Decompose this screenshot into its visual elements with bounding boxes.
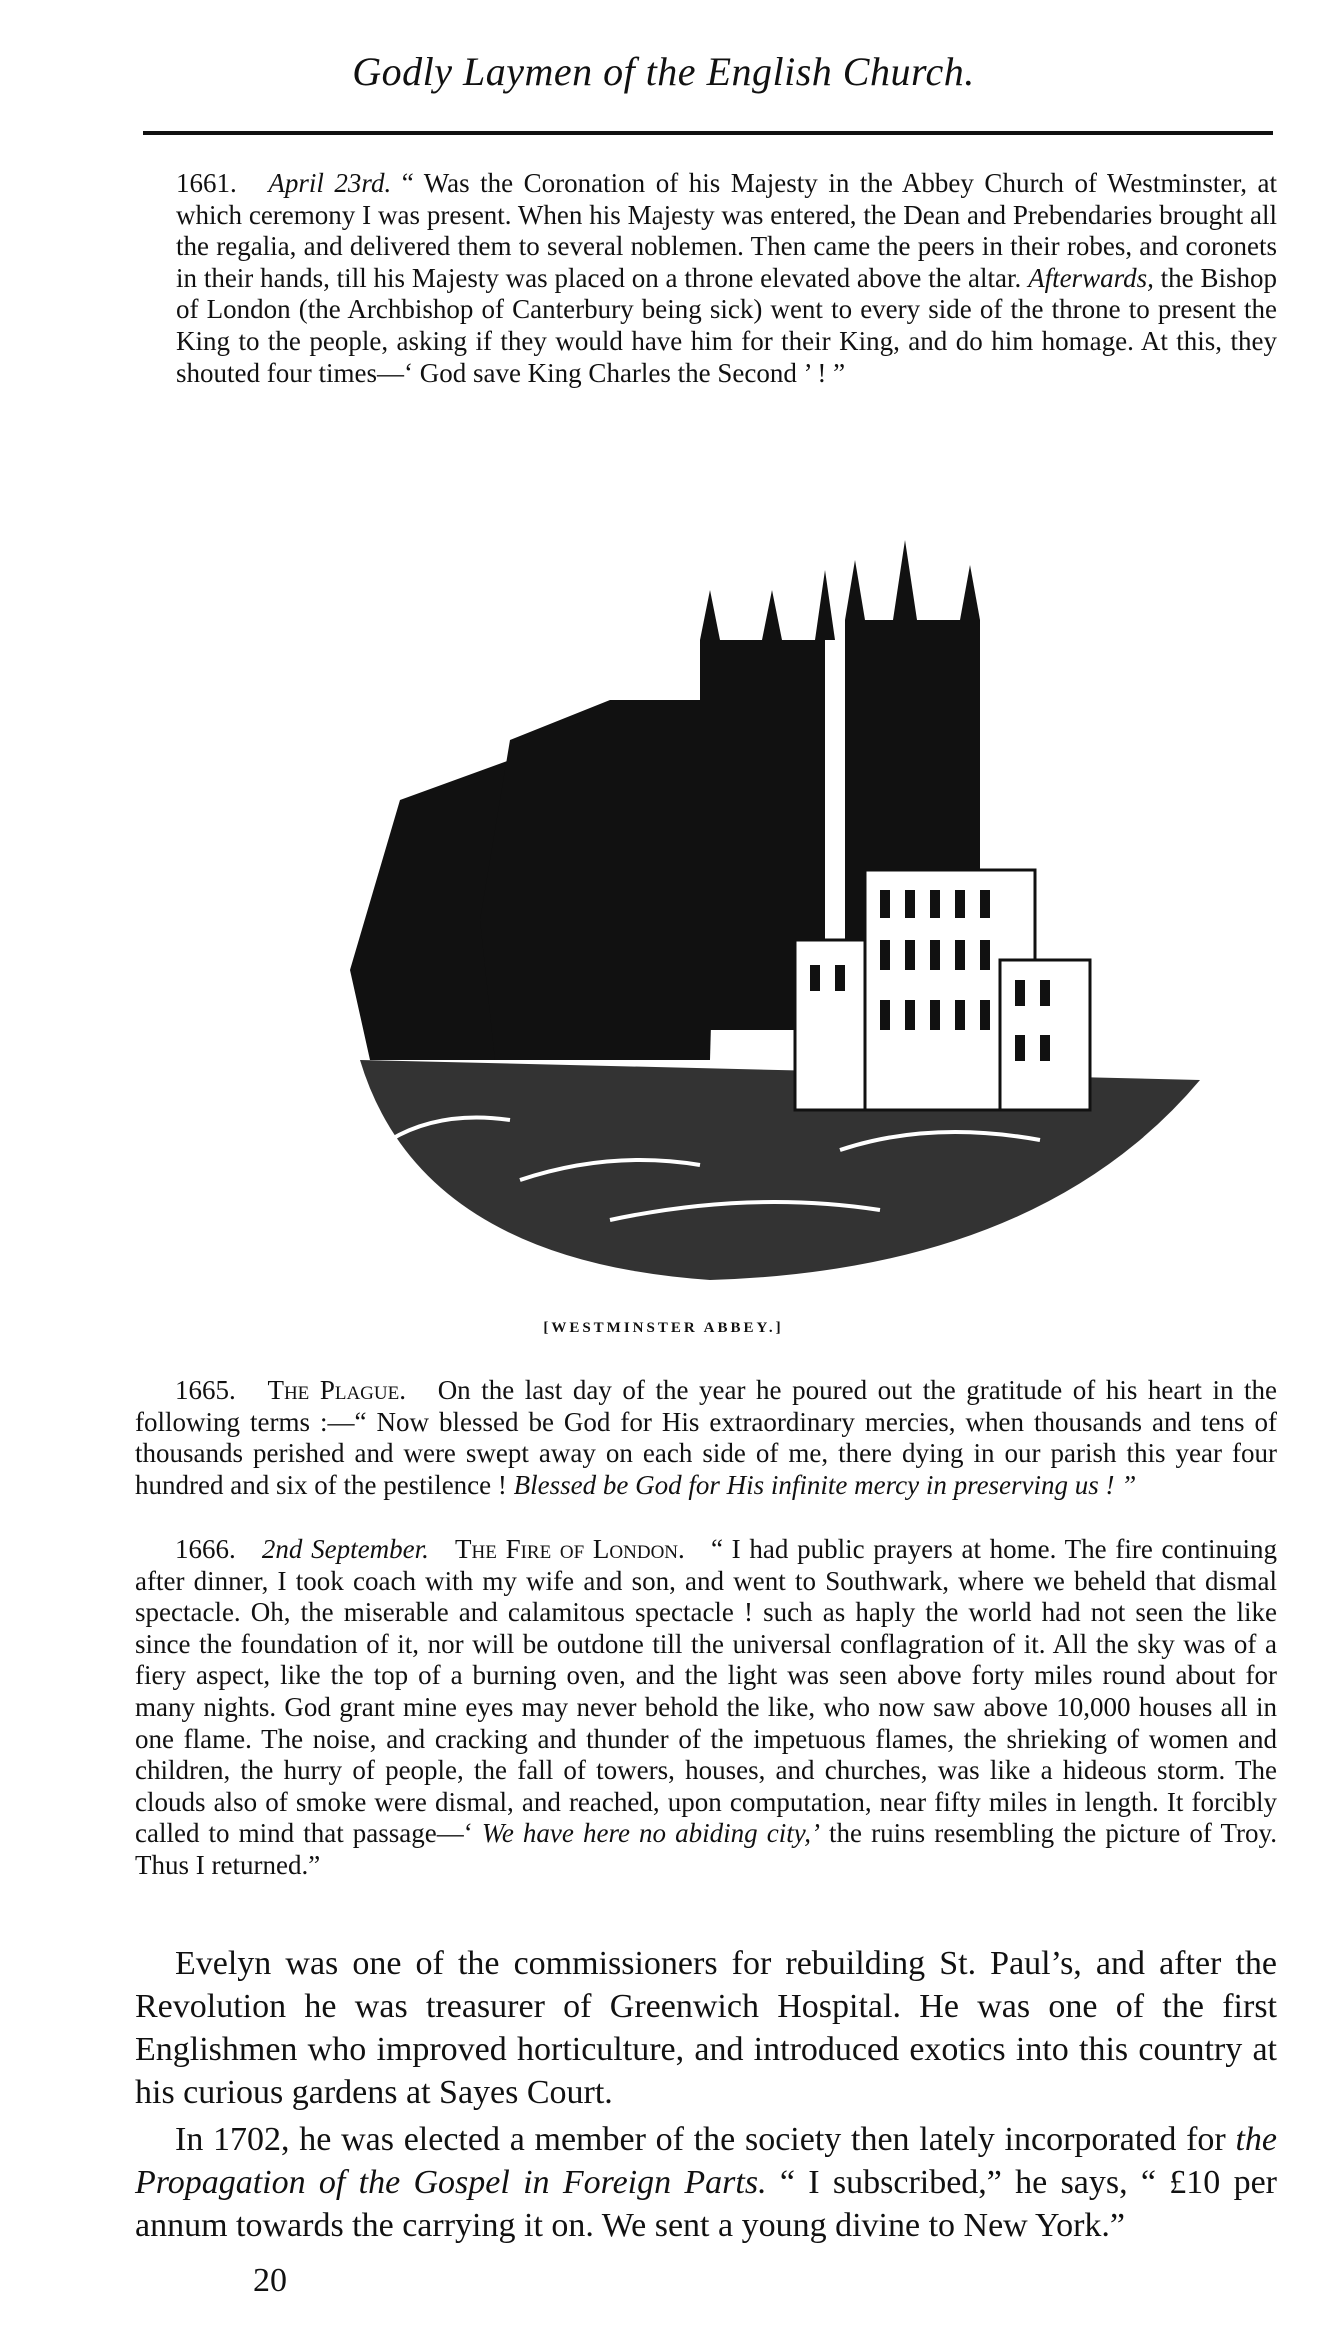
page-title: Godly Laymen of the English Church. [352,49,975,94]
entry-italic-word: Afterwards, [1028,262,1154,293]
engraving-pinnacle [762,590,782,640]
entry-heading: The Plague. [267,1375,406,1405]
entry-quote: We have here no abiding city,’ [481,1818,820,1849]
engraving-pinnacle [893,540,917,620]
society-name: the Propagation of the Gospel in Foreign Parts. [135,2121,1277,2201]
entry-year: 1665. [175,1375,236,1405]
entry-text: “ Was the Coronation of his Majesty in the Abbey Church of Westminster, at which ceremony I was present. When his Majesty was entered, the Dean and Prebendaries brought all the regalia, and delivered them to several noblemen. Then came the peers in their robes, and coronets in their hands, till his Majesty was placed on a throne elevated above the altar. [176,168,1278,293]
paragraph-text-end: “ I subscribed,” he says, “ £10 per annum towards the carrying it on. We sent a young divine to New York.” [135,2164,1277,2244]
entry-text-continued: the Bishop of London (the Archbishop of Canterbury being sick) went to every side of the throne to present the King to the people, asking if they would have him for their King, and do him homage. At this, they shouted four times—‘ God save King Charles the Second ’ ! ” [176,262,1277,388]
engraving-building [795,940,865,1110]
entry-text: “ I had public prayers at home. The fire continuing after dinner, I took coach with my wife and son, and went to Southwark, where we beheld that dismal spectacle. Oh, the miserable and calamitous spectacle ! such as haply the world had not seen the like since the foundation of it, nor will be outdone till the universal conflagration of it. All the sky was of a fiery aspect, like the top of a burning oven, and the light was seen above forty miles round about for many nights. God grant mine eyes may never behold the like, who now saw above 10,000 houses all in one flame. The noise, and cracking and thunder of the impetuous flames, the shrieking of women and children, the hurry of people, the fall of towers, houses, and churches, was like a hideous storm. The clouds also of smoke were dismal, and reached, upon computation, near fifty miles in length. It forcibly called to mind that passage—‘ [135,1534,1278,1849]
header-rule [143,131,1273,135]
engraving-nave [480,700,720,1060]
entry-1665 [135,1375,1277,1501]
entry-italic-text: Blessed be God for His infinite mercy in preserving us ! ” [513,1469,1137,1500]
westminster-abbey-engraving [280,500,1210,1305]
entry-text: On the last day of the year he poured out the gratitude of his heart in the following terms :—“ Now blessed be God for His extraordinary mercies, when thousands and tens of thousands perished and were swept away on each side of me, there dying in our parish this year four hundred and six of the pestilence ! [135,1375,1277,1500]
entry-date: April 23rd. [268,168,392,198]
entry-1661 [176,168,1277,389]
evelyn-paragraph: Evelyn was one of the commissioners for rebuilding St. Paul’s, and after the Revolution he was treasurer of Greenwich Hospital. He was one of the first Englishmen who improved horticulture, and introduced exotics into this country at his curious gardens at Sayes Court. [135,1945,1277,2111]
engraving-pinnacle [960,565,980,620]
engraving-pinnacle [815,570,835,640]
page-number: 20 [253,2262,287,2299]
paragraph-text: In 1702, he was elected a member of the society then lately incorporated for [175,2121,1226,2158]
entry-date: 2nd September. [261,1534,429,1564]
entry-text-end: the ruins resembling the picture of Troy. Thus I returned.” [135,1818,1278,1880]
engraving-pinnacle [845,560,865,620]
paragraph-1702 [135,2118,1277,2247]
entry-1666 [135,1534,1277,1882]
entry-year: 1666. [175,1534,236,1564]
engraving-pinnacle [700,590,720,640]
illustration-caption: [WESTMINSTER ABBEY.] [543,1320,784,1336]
entry-heading: The Fire of London. [455,1534,685,1564]
entry-year: 1661. [176,168,237,198]
